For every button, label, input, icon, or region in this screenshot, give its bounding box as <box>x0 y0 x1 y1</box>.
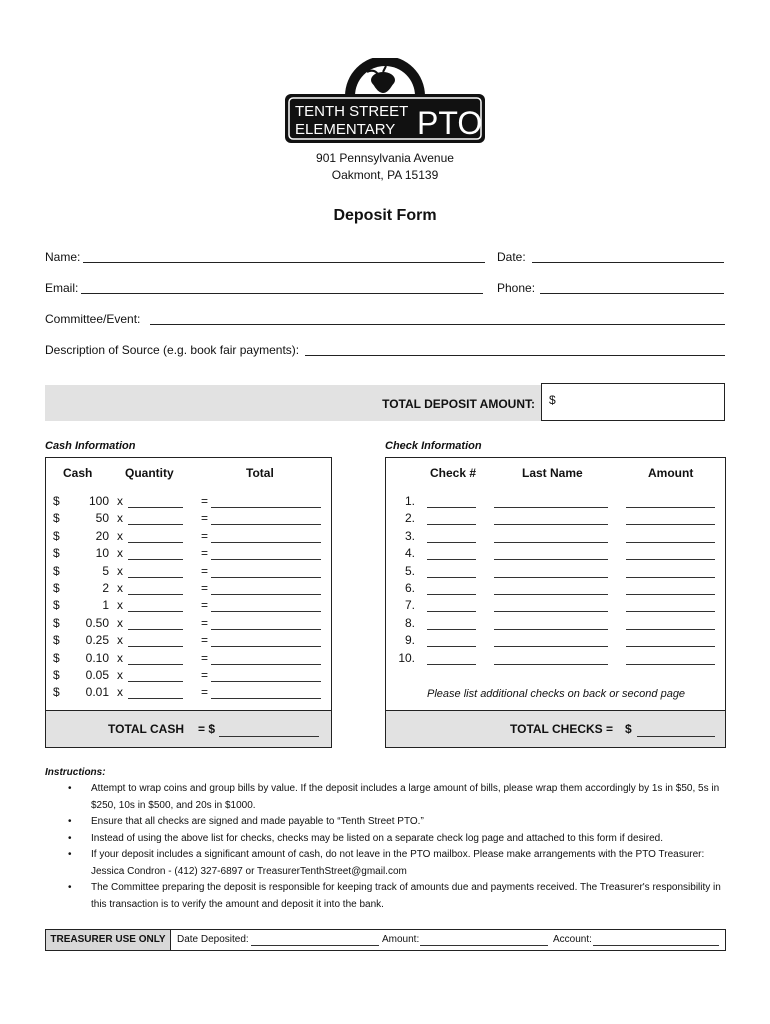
description-field[interactable] <box>305 355 725 356</box>
cash-total-field[interactable] <box>211 646 321 647</box>
date-label: Date: <box>497 250 526 264</box>
times-sign: x <box>117 668 123 682</box>
check-row <box>386 511 727 528</box>
dollar-sign: $ <box>53 494 60 508</box>
date-deposited-label: Date Deposited: <box>177 934 249 945</box>
denomination: 5 <box>102 563 109 578</box>
denomination: 0.25 <box>85 633 109 648</box>
check-row-number: 7. <box>404 598 415 613</box>
check-row-number: 6. <box>404 581 415 595</box>
check-row <box>386 546 727 563</box>
committee-label: Committee/Event: <box>45 312 141 326</box>
cash-col-header: Cash <box>63 466 93 480</box>
check-amount-field[interactable] <box>626 542 715 543</box>
check-amount-field[interactable] <box>626 629 715 630</box>
total-checks-band <box>386 710 725 747</box>
check-number-field[interactable] <box>427 664 476 665</box>
equals-sign: = <box>201 685 209 700</box>
check-row <box>386 598 727 615</box>
times-sign: x <box>117 615 123 630</box>
cash-panel <box>45 457 332 748</box>
email-label: Email: <box>45 281 79 295</box>
quantity-field[interactable] <box>128 698 183 699</box>
additional-checks-note: Please list additional checks on back or second page <box>427 688 686 700</box>
check-number-field[interactable] <box>427 559 476 560</box>
treasurer-box <box>45 929 726 951</box>
check-row <box>386 616 727 633</box>
account-label: Account: <box>553 934 592 945</box>
equals-sign: = <box>201 668 209 682</box>
logo-pto: PTO <box>417 105 483 141</box>
logo-line2: ELEMENTARY <box>295 121 396 138</box>
last-name-field[interactable] <box>494 611 608 612</box>
dollar-sign: $ <box>53 668 60 682</box>
quantity-field[interactable] <box>128 559 183 560</box>
quantity-field[interactable] <box>128 681 183 682</box>
times-sign: x <box>117 650 123 665</box>
date-field[interactable] <box>532 262 724 263</box>
amount-col-header: Amount <box>648 466 694 480</box>
cash-total-field[interactable] <box>211 524 321 525</box>
treasurer-label: TREASURER USE ONLY <box>46 930 171 950</box>
times-sign: x <box>117 511 123 526</box>
check-number-field[interactable] <box>427 611 476 612</box>
check-amount-field[interactable] <box>626 507 715 508</box>
last-name-field[interactable] <box>494 594 608 595</box>
cash-row <box>53 529 333 546</box>
times-sign: x <box>117 494 123 508</box>
instruction-item: • Attempt to wrap coins and group bills by value. If the deposit includes a large amount of bills, please wrap them accordingly by 1s in $50, 5s in $250, 10s in $500, and 20s in $1000. <box>68 781 728 814</box>
check-amount-field[interactable] <box>626 594 715 595</box>
times-sign: x <box>117 546 123 561</box>
total-deposit-currency: $ <box>549 393 556 407</box>
cash-row <box>53 564 333 581</box>
equals-sign: = <box>201 650 209 665</box>
times-sign: x <box>117 598 123 613</box>
total-cash-band <box>46 710 331 747</box>
check-row-number: 2. <box>404 511 415 526</box>
denomination: 20 <box>95 528 109 543</box>
equals-sign: = <box>201 528 209 543</box>
form-title: Deposit Form <box>333 207 437 224</box>
instruction-item: • If your deposit includes a significant amount of cash, do not leave in the PTO mailbox. Please make arrangements with the PTO Treasurer: Jessica Condron - (412) 327-6897 or TreasurerTenthStreet@gmail.com <box>68 847 728 880</box>
email-field[interactable] <box>81 293 483 294</box>
phone-label: Phone: <box>497 281 536 295</box>
quantity-field[interactable] <box>128 524 183 525</box>
total-cash-equals: = $ <box>198 722 216 736</box>
cash-total-field[interactable] <box>211 507 321 508</box>
equals-sign: = <box>201 633 209 648</box>
cash-section-title: Cash Information <box>45 440 136 452</box>
dollar-sign: $ <box>53 633 60 648</box>
check-num-col-header: Check # <box>430 466 477 480</box>
name-label: Name: <box>45 250 81 264</box>
cash-row <box>53 685 333 702</box>
equals-sign: = <box>201 546 209 561</box>
last-name-field[interactable] <box>494 664 608 665</box>
check-row <box>386 564 727 581</box>
equals-sign: = <box>201 494 209 508</box>
last-name-field[interactable] <box>494 524 608 525</box>
total-cash-label: TOTAL CASH <box>108 722 185 736</box>
address-line2: Oakmont, PA 15139 <box>331 168 439 182</box>
name-field[interactable] <box>83 262 485 263</box>
logo-line1: TENTH STREET <box>295 103 409 120</box>
check-row <box>386 529 727 546</box>
address-line1: 901 Pennsylvania Avenue <box>316 151 454 165</box>
cash-row <box>53 616 333 633</box>
phone-field[interactable] <box>540 293 724 294</box>
check-number-field[interactable] <box>427 646 476 647</box>
total-deposit-label: TOTAL DEPOSIT AMOUNT: <box>382 397 535 411</box>
check-number-field[interactable] <box>427 577 476 578</box>
quantity-field[interactable] <box>128 577 183 578</box>
check-row-number: 8. <box>404 615 415 630</box>
check-row-number: 10. <box>398 650 415 665</box>
committee-field[interactable] <box>150 324 725 325</box>
cash-total-field[interactable] <box>211 542 321 543</box>
last-name-field[interactable] <box>494 507 608 508</box>
quantity-col-header: Quantity <box>125 466 174 480</box>
cash-total-field[interactable] <box>211 611 321 612</box>
equals-sign: = <box>201 563 209 578</box>
last-name-field[interactable] <box>494 559 608 560</box>
check-row <box>386 581 727 598</box>
quantity-field[interactable] <box>128 594 183 595</box>
times-sign: x <box>117 685 123 700</box>
cash-total-field[interactable] <box>211 681 321 682</box>
last-name-field[interactable] <box>494 542 608 543</box>
last-name-field[interactable] <box>494 629 608 630</box>
cash-total-field[interactable] <box>211 594 321 595</box>
equals-sign: = <box>201 581 209 595</box>
dollar-sign: $ <box>53 615 60 630</box>
total-cash-field[interactable] <box>219 736 319 737</box>
times-sign: x <box>117 581 123 595</box>
cash-row <box>53 581 333 598</box>
pto-logo <box>283 58 487 145</box>
total-col-header: Total <box>246 466 274 480</box>
cash-row <box>53 633 333 650</box>
instructions-title: Instructions: <box>45 767 106 778</box>
dollar-sign: $ <box>53 563 60 578</box>
dollar-sign: $ <box>53 650 60 665</box>
treasurer-amount-field[interactable] <box>420 945 548 946</box>
times-sign: x <box>117 563 123 578</box>
times-sign: x <box>117 528 123 543</box>
total-deposit-field[interactable] <box>541 383 725 421</box>
check-number-field[interactable] <box>427 524 476 525</box>
equals-sign: = <box>201 598 209 613</box>
denomination: 100 <box>88 494 109 508</box>
dollar-sign: $ <box>53 598 60 613</box>
total-checks-field[interactable] <box>637 736 715 737</box>
instruction-item: • Ensure that all checks are signed and made payable to “Tenth Street PTO.” <box>68 814 728 831</box>
quantity-field[interactable] <box>128 542 183 543</box>
cash-total-field[interactable] <box>211 629 321 630</box>
denomination: 2 <box>102 581 109 595</box>
equals-sign: = <box>201 511 209 526</box>
check-section-title: Check Information <box>385 440 482 452</box>
last-name-field[interactable] <box>494 577 608 578</box>
check-amount-field[interactable] <box>626 611 715 612</box>
denomination: 0.05 <box>85 668 109 682</box>
last-name-col-header: Last Name <box>522 466 583 480</box>
quantity-field[interactable] <box>128 507 183 508</box>
dollar-sign: $ <box>53 685 60 700</box>
check-number-field[interactable] <box>427 594 476 595</box>
denomination: 50 <box>95 511 109 526</box>
check-number-field[interactable] <box>427 629 476 630</box>
description-label: Description of Source (e.g. book fair payments): <box>45 343 300 357</box>
dollar-sign: $ <box>53 546 60 561</box>
check-row-number: 9. <box>404 633 415 648</box>
check-amount-field[interactable] <box>626 664 715 665</box>
equals-sign: = <box>201 615 209 630</box>
check-panel <box>385 457 726 748</box>
cash-total-field[interactable] <box>211 698 321 699</box>
check-number-field[interactable] <box>427 507 476 508</box>
check-amount-field[interactable] <box>626 559 715 560</box>
check-amount-field[interactable] <box>626 524 715 525</box>
cash-row <box>53 651 333 668</box>
cash-row <box>53 668 333 685</box>
times-sign: x <box>117 633 123 648</box>
total-checks-currency: $ <box>625 722 632 736</box>
denomination: 0.10 <box>85 650 109 665</box>
last-name-field[interactable] <box>494 646 608 647</box>
instructions-list <box>68 781 728 913</box>
check-row-number: 5. <box>404 563 415 578</box>
check-row-number: 3. <box>404 528 415 543</box>
cash-row <box>53 494 333 511</box>
instruction-item: • Instead of using the above list for checks, checks may be listed on a separate check log page and attached to this form if desired. <box>68 831 728 848</box>
check-row-number: 4. <box>404 546 415 561</box>
dollar-sign: $ <box>53 581 60 595</box>
dollar-sign: $ <box>53 528 60 543</box>
denomination: 0.50 <box>85 615 109 630</box>
quantity-field[interactable] <box>128 629 183 630</box>
check-row <box>386 651 727 668</box>
check-number-field[interactable] <box>427 542 476 543</box>
denomination: 10 <box>95 546 109 561</box>
date-deposited-field[interactable] <box>251 945 379 946</box>
quantity-field[interactable] <box>128 664 183 665</box>
check-row <box>386 494 727 511</box>
cash-total-field[interactable] <box>211 664 321 665</box>
cash-total-field[interactable] <box>211 559 321 560</box>
check-amount-field[interactable] <box>626 646 715 647</box>
denomination: 0.01 <box>85 685 109 700</box>
dollar-sign: $ <box>53 511 60 526</box>
cash-row <box>53 598 333 615</box>
cash-total-field[interactable] <box>211 577 321 578</box>
quantity-field[interactable] <box>128 646 183 647</box>
check-row-number: 1. <box>404 494 415 508</box>
cash-row <box>53 546 333 563</box>
quantity-field[interactable] <box>128 611 183 612</box>
denomination: 1 <box>102 598 109 613</box>
account-field[interactable] <box>593 945 719 946</box>
instruction-item: • The Committee preparing the deposit is responsible for keeping track of amounts due and payments received. The Treasurer's responsibility in this transaction is to verify the amount and deposit it into the bank. <box>68 880 728 913</box>
treasurer-amount-label: Amount: <box>382 934 420 945</box>
total-checks-label: TOTAL CHECKS = <box>510 722 614 736</box>
check-amount-field[interactable] <box>626 577 715 578</box>
check-row <box>386 633 727 650</box>
cash-row <box>53 511 333 528</box>
